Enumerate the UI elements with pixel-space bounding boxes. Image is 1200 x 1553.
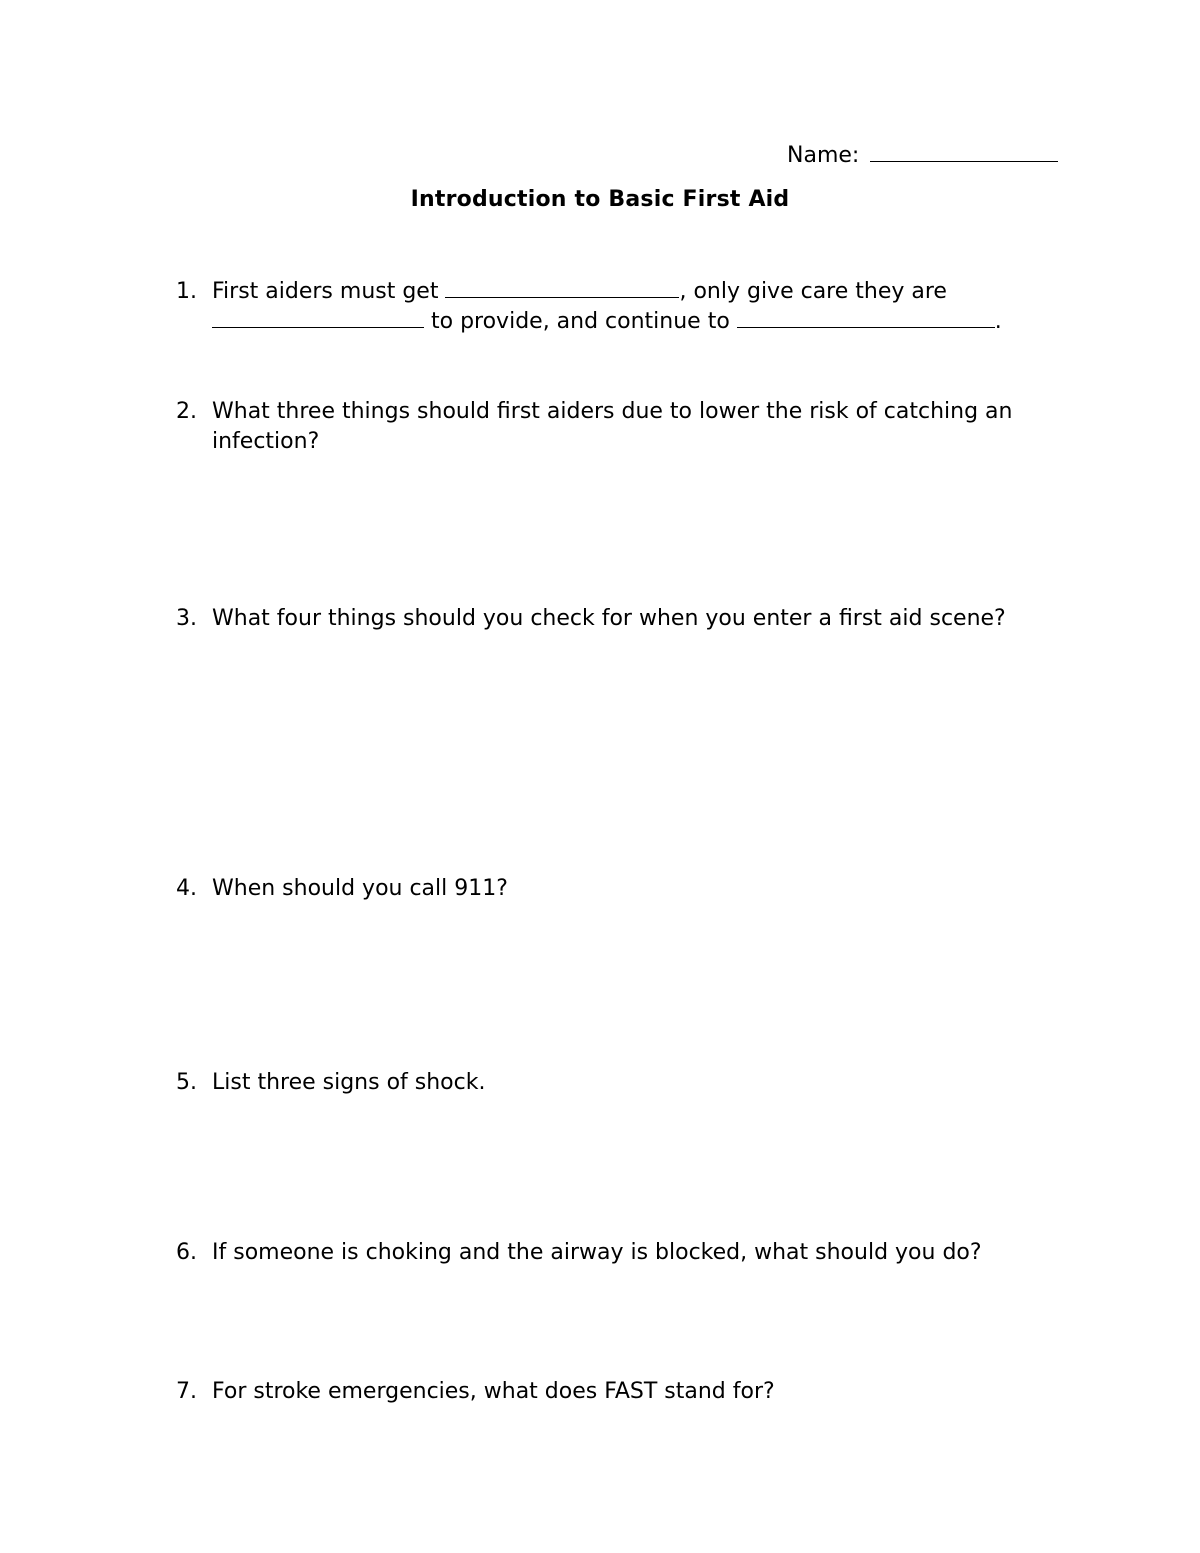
question-6 xyxy=(176,1238,1056,1268)
question-text: For stroke emergencies, what does FAST stand for? xyxy=(212,1379,775,1404)
question-text: What three things should first aiders due to lower the risk of catching an infection? xyxy=(212,399,1013,454)
question-text-part: . xyxy=(994,309,1002,334)
question-text: What four things should you check for when you enter a first aid scene? xyxy=(212,606,1006,631)
page-title: Introduction to Basic First Aid xyxy=(410,187,790,212)
question-text xyxy=(212,277,1056,337)
question-3 xyxy=(176,604,1056,634)
name-label: Name: xyxy=(787,143,860,168)
question-1 xyxy=(176,277,1056,337)
question-number: 7. xyxy=(176,1379,197,1404)
question-text: List three signs of shock. xyxy=(212,1070,486,1095)
question-number: 6. xyxy=(176,1240,197,1265)
name-blank-line[interactable] xyxy=(870,141,1058,162)
question-number: 4. xyxy=(176,876,197,901)
question-text-part: First aiders must get xyxy=(212,279,446,304)
question-text-part: , only give care they are xyxy=(679,279,947,304)
question-number: 2. xyxy=(176,399,197,424)
question-number: 3. xyxy=(176,606,197,631)
answer-blank-line[interactable] xyxy=(737,307,995,328)
answer-blank-line[interactable] xyxy=(212,307,424,328)
question-text: When should you call 911? xyxy=(212,876,508,901)
name-field xyxy=(787,141,1058,170)
question-5 xyxy=(176,1068,1056,1098)
question-text: If someone is choking and the airway is blocked, what should you do? xyxy=(212,1240,982,1265)
question-text-part: to provide, and continue to xyxy=(424,309,737,334)
question-number: 1. xyxy=(176,279,197,304)
answer-blank-line[interactable] xyxy=(445,277,679,298)
question-4 xyxy=(176,874,1056,904)
question-7 xyxy=(176,1377,1056,1407)
question-number: 5. xyxy=(176,1070,197,1095)
question-2 xyxy=(176,397,1056,457)
